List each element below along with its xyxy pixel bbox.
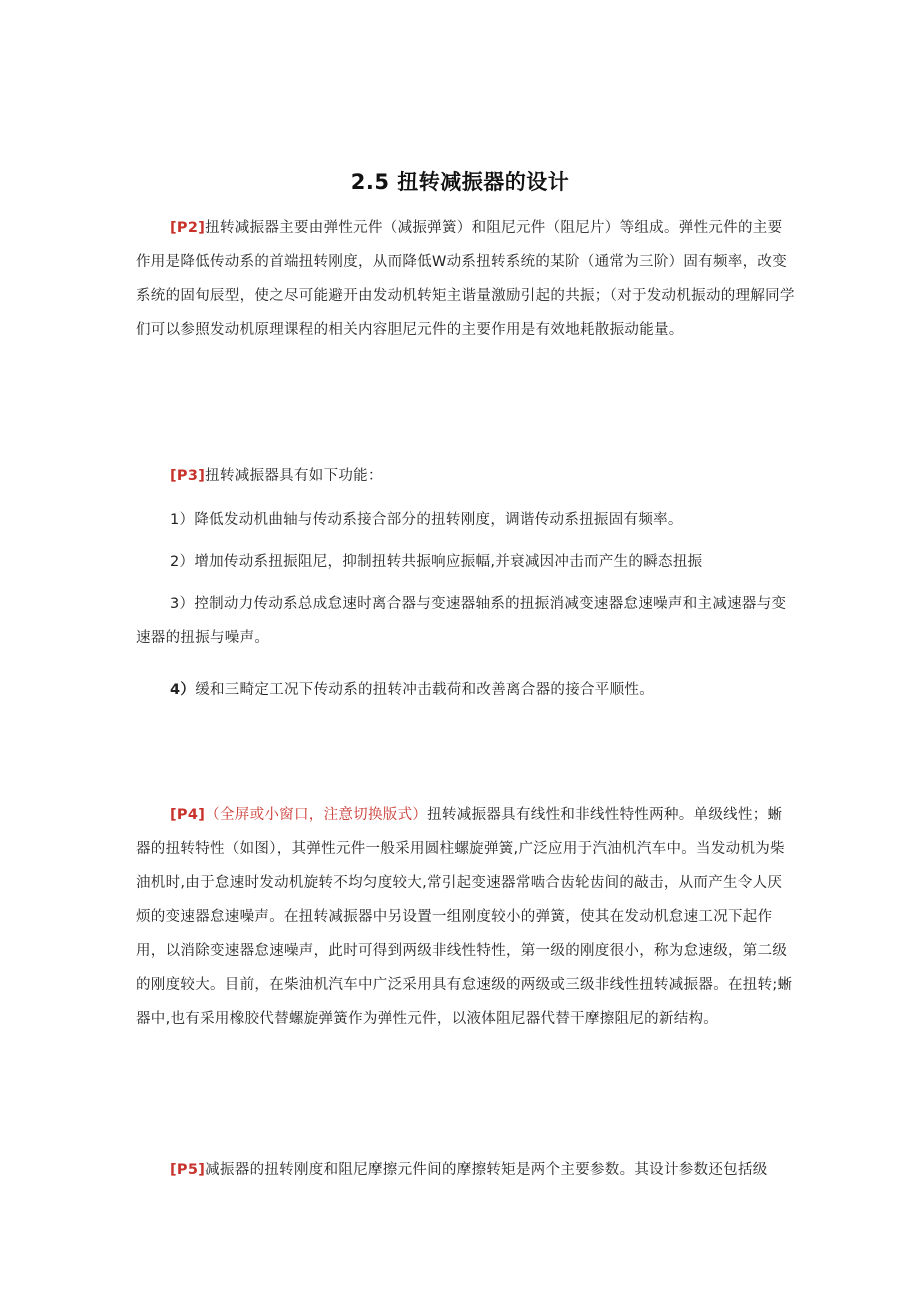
- paragraph-text: 扭转减振器具有线性和非线性特性两种。单级线性；蜥器的扭转特性（如图），其弹性元件一般采用圆柱螺旋弹簧,广泛应用于汽油机汽车中。当发动机为柴油机时,由于怠速时发动机旋转不均匀度较大,常引起变速器常啮合齿轮齿间的敲击，从而产生令人厌烦的变速器怠速噪声。在扭转减振器中另设置一组刚度较小的弹簧，使其在发动机怠速工况下起作用，以消除变速器怠速噪声，此时可得到两级非线性特性，第一级的刚度很小，称为怠速级，第二级的刚度较大。目前，在柴油机汽车中广泛采用具有怠速级的两级或三级非线性扭转减振器。在扭转;蜥器中,也有采用橡胶代替螺旋弹簧作为弹性元件，以液体阻尼器代替干摩擦阻尼的新结构。: [136, 807, 793, 1027]
- list-item: 2）增加传动系扭振阻尼，抑制扭转共振响应振幅,并衰减因冲击而产生的瞬态扭振: [170, 554, 703, 570]
- paragraph-text: 扭转减振器具有如下功能：: [205, 468, 383, 484]
- paragraph-tag: [P5]: [170, 1162, 206, 1178]
- paragraph-tag: [P3]: [170, 468, 206, 484]
- paragraph-text: 减振器的扭转刚度和阻尼摩擦元件间的摩擦转矩是两个主要参数。其设计参数还包括级: [205, 1162, 768, 1178]
- list-item: [136, 673, 796, 707]
- list-item-text: 缓和三畸定工况下传动系的扭转冲击载荷和改善离合器的接合平顺性。: [195, 682, 654, 698]
- paragraph-tag: [P4]: [170, 807, 206, 823]
- paragraph-p5: [136, 1153, 796, 1187]
- paragraph-text: 扭转减振器主要由弹性元件（减振弹簧）和阻尼元件（阻尼片）等组成。弹性元件的主要作用是降低传动系的首端扭转刚度，从而降低W动系扭转系统的某阶（通常为三阶）固有频率，改变系统的固旬辰型，使之尽可能避开由发动机转矩主谐量激励引起的共振；（对于发动机振动的理解同学们可以参照发动机原理课程的相关内容胆尼元件的主要作用是有效地耗散振动能量。: [136, 220, 795, 338]
- list-item: 1）降低发动机曲轴与传动系接合部分的扭转刚度，调谐传动系扭振固有频率。: [170, 512, 683, 528]
- paragraph-p2: [136, 211, 796, 347]
- paragraph-note: （全屏或小窗口，注意切换版式）: [205, 807, 428, 823]
- paragraph-p3-intro: [136, 459, 796, 493]
- list-item: 3）控制动力传动系总成怠速时离合器与变速器轴系的扭振消减变速器怠速噪声和主减速器与变速器的扭振与噪声。: [136, 596, 787, 646]
- list-item-number: 4）: [170, 682, 196, 698]
- paragraph-tag: [P2]: [170, 220, 206, 236]
- paragraph-p4: [136, 798, 796, 1036]
- page-title: 2.5 扭转减振器的设计: [350, 170, 570, 194]
